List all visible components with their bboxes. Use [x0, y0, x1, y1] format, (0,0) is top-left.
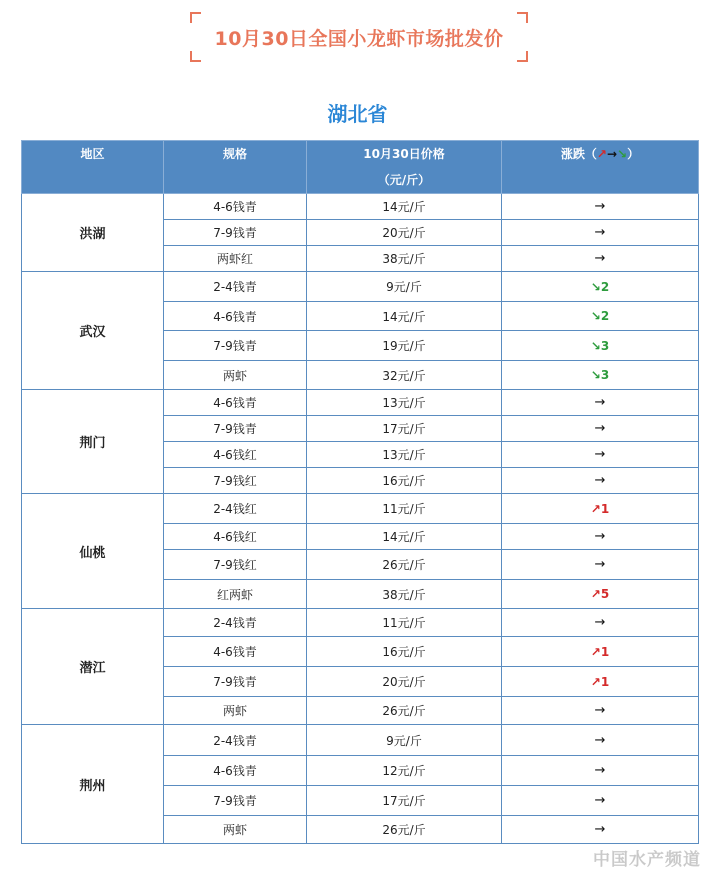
price-cell: 26元/斤	[307, 550, 502, 580]
spec-cell: 两虾红	[164, 246, 307, 272]
arrow-down-icon: ↘2	[590, 279, 610, 294]
change-cell	[502, 442, 699, 468]
change-cell	[502, 361, 699, 390]
price-cell: 14元/斤	[307, 524, 502, 550]
legend-flat-icon: →	[606, 147, 618, 161]
title-corner	[517, 12, 528, 23]
table-row	[22, 494, 699, 524]
table-header-row	[22, 141, 699, 194]
legend-down-icon: ↘	[617, 147, 628, 161]
table-row	[22, 725, 699, 756]
header-change	[502, 141, 699, 194]
change-cell	[502, 609, 699, 637]
header-price-line2: （元/斤）	[377, 173, 431, 187]
region-cell: 荆门	[22, 390, 164, 494]
change-cell	[502, 468, 699, 494]
region-cell: 仙桃	[22, 494, 164, 609]
table-row	[22, 272, 699, 302]
price-cell: 12元/斤	[307, 756, 502, 786]
spec-cell: 4-6钱青	[164, 756, 307, 786]
price-table	[21, 140, 699, 844]
title-corner	[190, 12, 201, 23]
spec-cell: 4-6钱青	[164, 390, 307, 416]
title-corner	[517, 51, 528, 62]
arrow-right-icon: →	[594, 732, 606, 748]
change-cell	[502, 302, 699, 331]
price-cell: 38元/斤	[307, 580, 502, 609]
price-cell: 16元/斤	[307, 637, 502, 667]
arrow-up-icon: ↗1	[590, 644, 610, 659]
change-cell	[502, 667, 699, 697]
arrow-right-icon: →	[594, 557, 606, 572]
price-cell: 13元/斤	[307, 442, 502, 468]
spec-cell: 4-6钱红	[164, 524, 307, 550]
arrow-right-icon: →	[594, 447, 606, 462]
spec-cell: 7-9钱青	[164, 220, 307, 246]
spec-cell: 两虾	[164, 361, 307, 390]
province-heading: 湖北省	[327, 102, 388, 126]
region-cell: 荆州	[22, 725, 164, 844]
price-cell: 26元/斤	[307, 697, 502, 725]
change-cell	[502, 194, 699, 220]
arrow-right-icon: →	[594, 529, 606, 544]
table-body	[22, 194, 699, 844]
title-box	[190, 12, 528, 62]
spec-cell: 红两虾	[164, 580, 307, 609]
spec-cell: 7-9钱青	[164, 331, 307, 361]
spec-cell: 2-4钱青	[164, 609, 307, 637]
spec-cell: 2-4钱青	[164, 272, 307, 302]
header-change-end: ）	[627, 147, 640, 161]
change-cell	[502, 272, 699, 302]
price-cell: 14元/斤	[307, 194, 502, 220]
price-cell: 9元/斤	[307, 272, 502, 302]
spec-cell: 4-6钱青	[164, 637, 307, 667]
price-cell: 16元/斤	[307, 468, 502, 494]
change-cell	[502, 220, 699, 246]
table-row	[22, 390, 699, 416]
price-cell: 13元/斤	[307, 390, 502, 416]
change-cell	[502, 524, 699, 550]
price-cell: 26元/斤	[307, 816, 502, 844]
legend-up-icon: ↗	[596, 147, 607, 161]
change-cell	[502, 816, 699, 844]
change-cell	[502, 331, 699, 361]
region-cell: 潜江	[22, 609, 164, 725]
price-cell: 32元/斤	[307, 361, 502, 390]
spec-cell: 7-9钱红	[164, 468, 307, 494]
header-spec: 规格	[164, 141, 307, 194]
arrow-right-icon: →	[594, 793, 606, 808]
header-change-label: 涨跌（	[560, 147, 597, 161]
change-cell	[502, 494, 699, 524]
spec-cell: 4-6钱青	[164, 194, 307, 220]
change-cell	[502, 697, 699, 725]
arrow-up-icon: ↗5	[590, 587, 610, 601]
price-cell: 11元/斤	[307, 494, 502, 524]
arrow-right-icon: →	[594, 395, 606, 410]
change-cell	[502, 756, 699, 786]
spec-cell: 2-4钱青	[164, 725, 307, 756]
arrow-down-icon: ↘3	[590, 368, 610, 382]
price-cell: 38元/斤	[307, 246, 502, 272]
change-cell	[502, 786, 699, 816]
arrow-up-icon: ↗1	[590, 501, 610, 516]
change-cell	[502, 725, 699, 756]
arrow-right-icon: →	[594, 473, 606, 488]
price-cell: 17元/斤	[307, 786, 502, 816]
price-cell: 11元/斤	[307, 609, 502, 637]
change-cell	[502, 416, 699, 442]
price-cell: 17元/斤	[307, 416, 502, 442]
price-cell: 14元/斤	[307, 302, 502, 331]
arrow-right-icon: →	[594, 763, 606, 778]
watermark-logo: 中国水产频道	[593, 850, 701, 870]
spec-cell: 7-9钱青	[164, 786, 307, 816]
change-cell	[502, 246, 699, 272]
arrow-right-icon: →	[594, 225, 606, 240]
price-cell: 9元/斤	[307, 725, 502, 756]
spec-cell: 4-6钱红	[164, 442, 307, 468]
table-row	[22, 194, 699, 220]
spec-cell: 两虾	[164, 816, 307, 844]
spec-cell: 2-4钱红	[164, 494, 307, 524]
arrow-down-icon: ↘2	[590, 309, 610, 323]
price-cell: 19元/斤	[307, 331, 502, 361]
change-cell	[502, 637, 699, 667]
spec-cell: 4-6钱青	[164, 302, 307, 331]
region-cell: 武汉	[22, 272, 164, 390]
arrow-right-icon: →	[594, 421, 606, 436]
price-cell: 20元/斤	[307, 667, 502, 697]
arrow-right-icon: →	[594, 199, 606, 214]
arrow-right-icon: →	[594, 615, 606, 630]
spec-cell: 7-9钱青	[164, 416, 307, 442]
arrow-down-icon: ↘3	[590, 338, 610, 353]
arrow-right-icon: →	[594, 251, 606, 266]
header-price	[307, 141, 502, 194]
arrow-right-icon: →	[594, 703, 606, 718]
change-cell	[502, 580, 699, 609]
header-price-line1: 10月30日价格	[363, 147, 445, 161]
arrow-up-icon: ↗1	[590, 674, 610, 689]
page-title: 10月30日全国小龙虾市场批发价	[214, 27, 504, 50]
spec-cell: 两虾	[164, 697, 307, 725]
region-cell: 洪湖	[22, 194, 164, 272]
change-cell	[502, 390, 699, 416]
price-cell: 20元/斤	[307, 220, 502, 246]
change-cell	[502, 550, 699, 580]
table-row	[22, 609, 699, 637]
title-corner	[190, 51, 201, 62]
spec-cell: 7-9钱青	[164, 667, 307, 697]
spec-cell: 7-9钱红	[164, 550, 307, 580]
arrow-right-icon: →	[594, 822, 606, 837]
header-region: 地区	[22, 141, 164, 194]
